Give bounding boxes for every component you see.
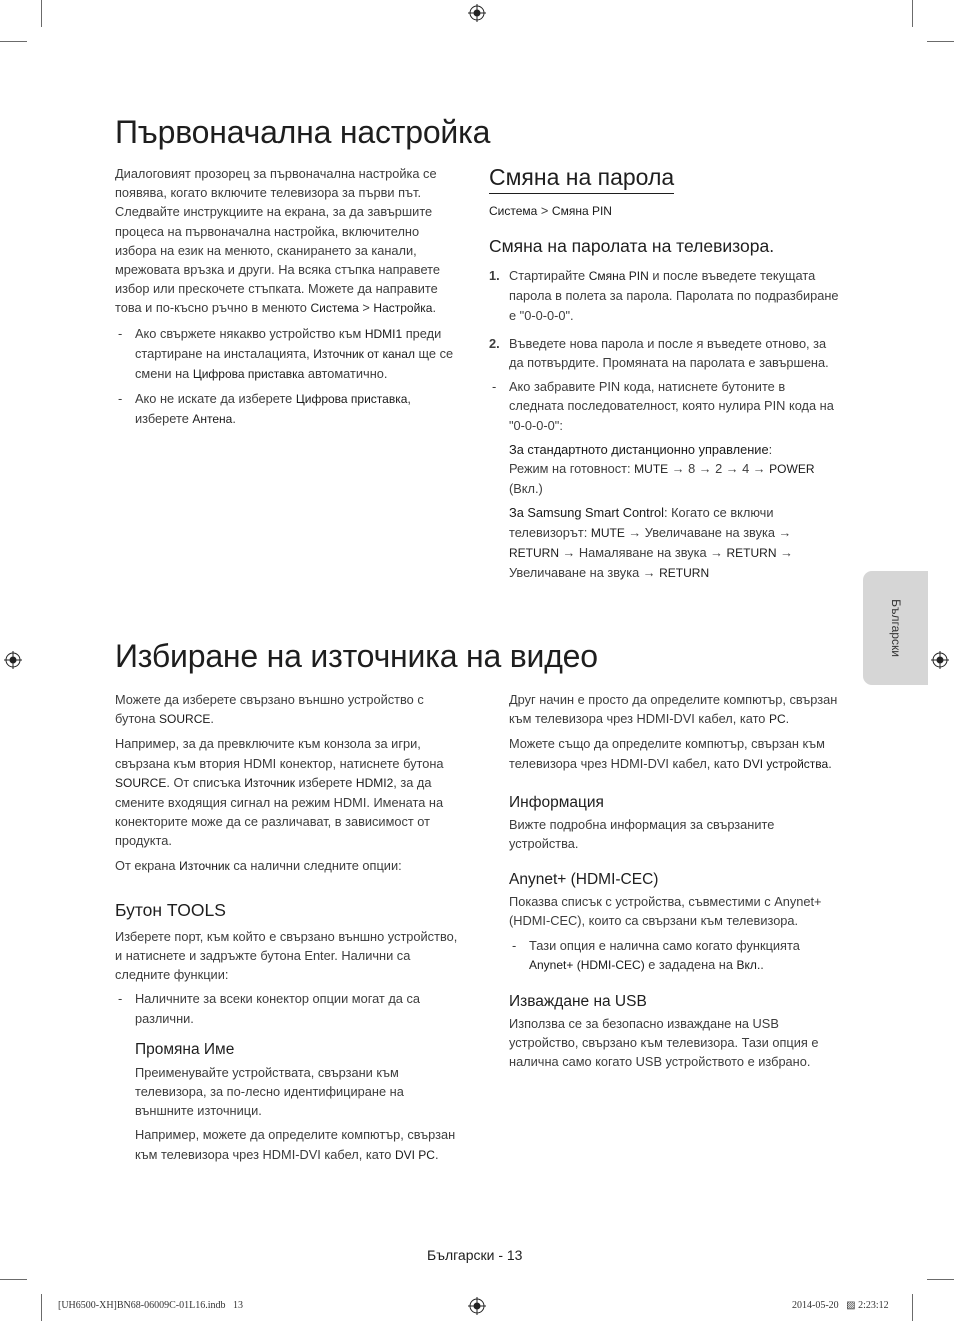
password-subtitle: Смяна на паролата на телевизора.: [489, 236, 775, 257]
source-p2: Например, за да превключите към конзола за игри, свързана към втория HDMI конектор, натиснете бутона SOURCE. От списъка Източник изберете HDMI2, за да смените входящия сигнал на режим HDMI. Имената на конекторите може да се различават, в зависимост от продукта.: [115, 736, 444, 849]
tools-title: Бутон TOOLS: [115, 899, 226, 920]
rename-title: Промяна Име: [135, 1040, 235, 1058]
print-slug-right: 2014-05-20 ▨ 2:23:12: [792, 1300, 889, 1311]
note-forgot-pin: - Ако забравите PIN кода, натиснете бутоните в следната последователност, която нулира PIN кода на "0-0-0-0":: [489, 377, 839, 435]
crop-mark: [41, 0, 42, 27]
smart-control-sequence: За Samsung Smart Control: Когато се включи телевизорът: MUTE → Увеличаване на звука → RETURN → Намаляване на звука → RETURN → Увеличаване на звука → RETURN: [509, 505, 793, 581]
language-side-tab: Български: [863, 571, 928, 685]
note-antenna: - Ако не искате да изберете Цифрова приставка, изберете Антена.: [115, 389, 460, 429]
step-1: 1. Стартирайте Смяна PIN и после въведете текущата парола в полета за парола. Паролата по подразбиране е "0-0-0-0".: [489, 268, 839, 323]
menu-path: Система > Смяна PIN: [489, 203, 612, 218]
video-source-right-column: [509, 690, 844, 1072]
crop-mark: [927, 1279, 954, 1280]
info-title: Информация: [509, 793, 604, 811]
source-p1: Можете да изберете свързано външно устройство с бутона SOURCE.: [115, 692, 424, 727]
video-source-left-column: [115, 690, 465, 1165]
tools-text: Изберете порт, към който е свързано външно устройство, и натиснете и задръжте бутона Enter. Налични са следните функции:: [115, 928, 458, 983]
rename-p1: Преименувайте устройствата, свързани към телевизора, за по-лесно идентифициране на външните източници.: [135, 1064, 404, 1119]
print-slug-left: [UH6500-XH]BN68-06009C-01L16.indb 13: [58, 1300, 243, 1311]
usb-text: Използва се за безопасно изваждане на USB устройство, свързано към телевизора. Тази опция е налична само когато USB устройството е избрано.: [509, 1016, 819, 1070]
registration-mark-icon: [468, 1297, 486, 1315]
info-text: Вижте подробна информация за свързаните устройства.: [509, 816, 775, 852]
anynet-note: - Тази опция е налична само когато функцията Anynet+ (HDMI-CEC) е зададена на Вкл..: [509, 936, 844, 975]
initial-setup-column: [115, 164, 460, 430]
initial-setup-intro: Диалоговият прозорец за първоначална настройка се появява, когато включите телевизора за първи път. Следвайте инструкциите на екрана, за да завършите процеса на първоначална настройка, включително избора на език на менюто, сканирането за канали, мрежовата връзка и други. На всяка стъпка направете избор или прескочете стъпката. Можете да направите това и по-късно ръчно в менюто Система > Настройка.: [115, 166, 440, 316]
crop-mark: [0, 1279, 27, 1280]
section-title-video-source: Избиране на източника на видео: [115, 638, 598, 674]
password-title: Смяна на парола: [489, 164, 674, 194]
crop-mark: [0, 41, 27, 42]
rename-p2: Например, можете да определите компютър, свързан към телевизора чрез HDMI-DVI кабел, като DVI PC.: [135, 1127, 456, 1162]
password-column: [489, 164, 839, 583]
rename-block: [115, 1041, 465, 1165]
rename-p4: Можете също да определите компютър, свързан към телевизора чрез HDMI-DVI кабел, като DVI устройства.: [509, 736, 832, 771]
standard-remote-sequence: За стандартното дистанционно управление: Режим на готовност: MUTE → 8 → 2 → 4 → POWER (Вкл.): [509, 441, 815, 497]
tools-note: - Наличните за всеки конектор опции могат да са различни.: [115, 989, 465, 1027]
usb-title: Изваждане на USB: [509, 993, 647, 1011]
rename-p3: Друг начин е просто да определите компютър, свързан към телевизора чрез HDMI-DVI кабел, като PC.: [509, 692, 838, 727]
anynet-title: Anynet+ (HDMI-CEC): [509, 871, 659, 889]
registration-mark-icon: [468, 4, 486, 22]
registration-mark-icon: [4, 651, 22, 669]
anynet-text: Показва списък с устройства, съвместими с Anynet+ (HDMI-CEC), които са свързани към телевизора.: [509, 894, 822, 929]
page-footer: Български - 13: [427, 1247, 523, 1263]
crop-mark: [912, 0, 913, 27]
crop-mark: [912, 1294, 913, 1321]
step-2: 2. Въведете нова парола и после я въведете отново, за да потвърдите. Промяната на паролата е завършена.: [489, 335, 829, 371]
section-title-initial-setup: Първоначална настройка: [115, 114, 491, 150]
crop-mark: [927, 41, 954, 42]
registration-mark-icon: [931, 651, 949, 669]
crop-mark: [41, 1294, 42, 1321]
source-p3: От екрана Източник са налични следните опции:: [115, 857, 402, 873]
note-hdmi: - Ако свържете някакво устройство към HDMI1 преди стартиране на инсталацията, Източник от канал ще се смени на Цифрова приставка автоматично.: [115, 324, 460, 385]
